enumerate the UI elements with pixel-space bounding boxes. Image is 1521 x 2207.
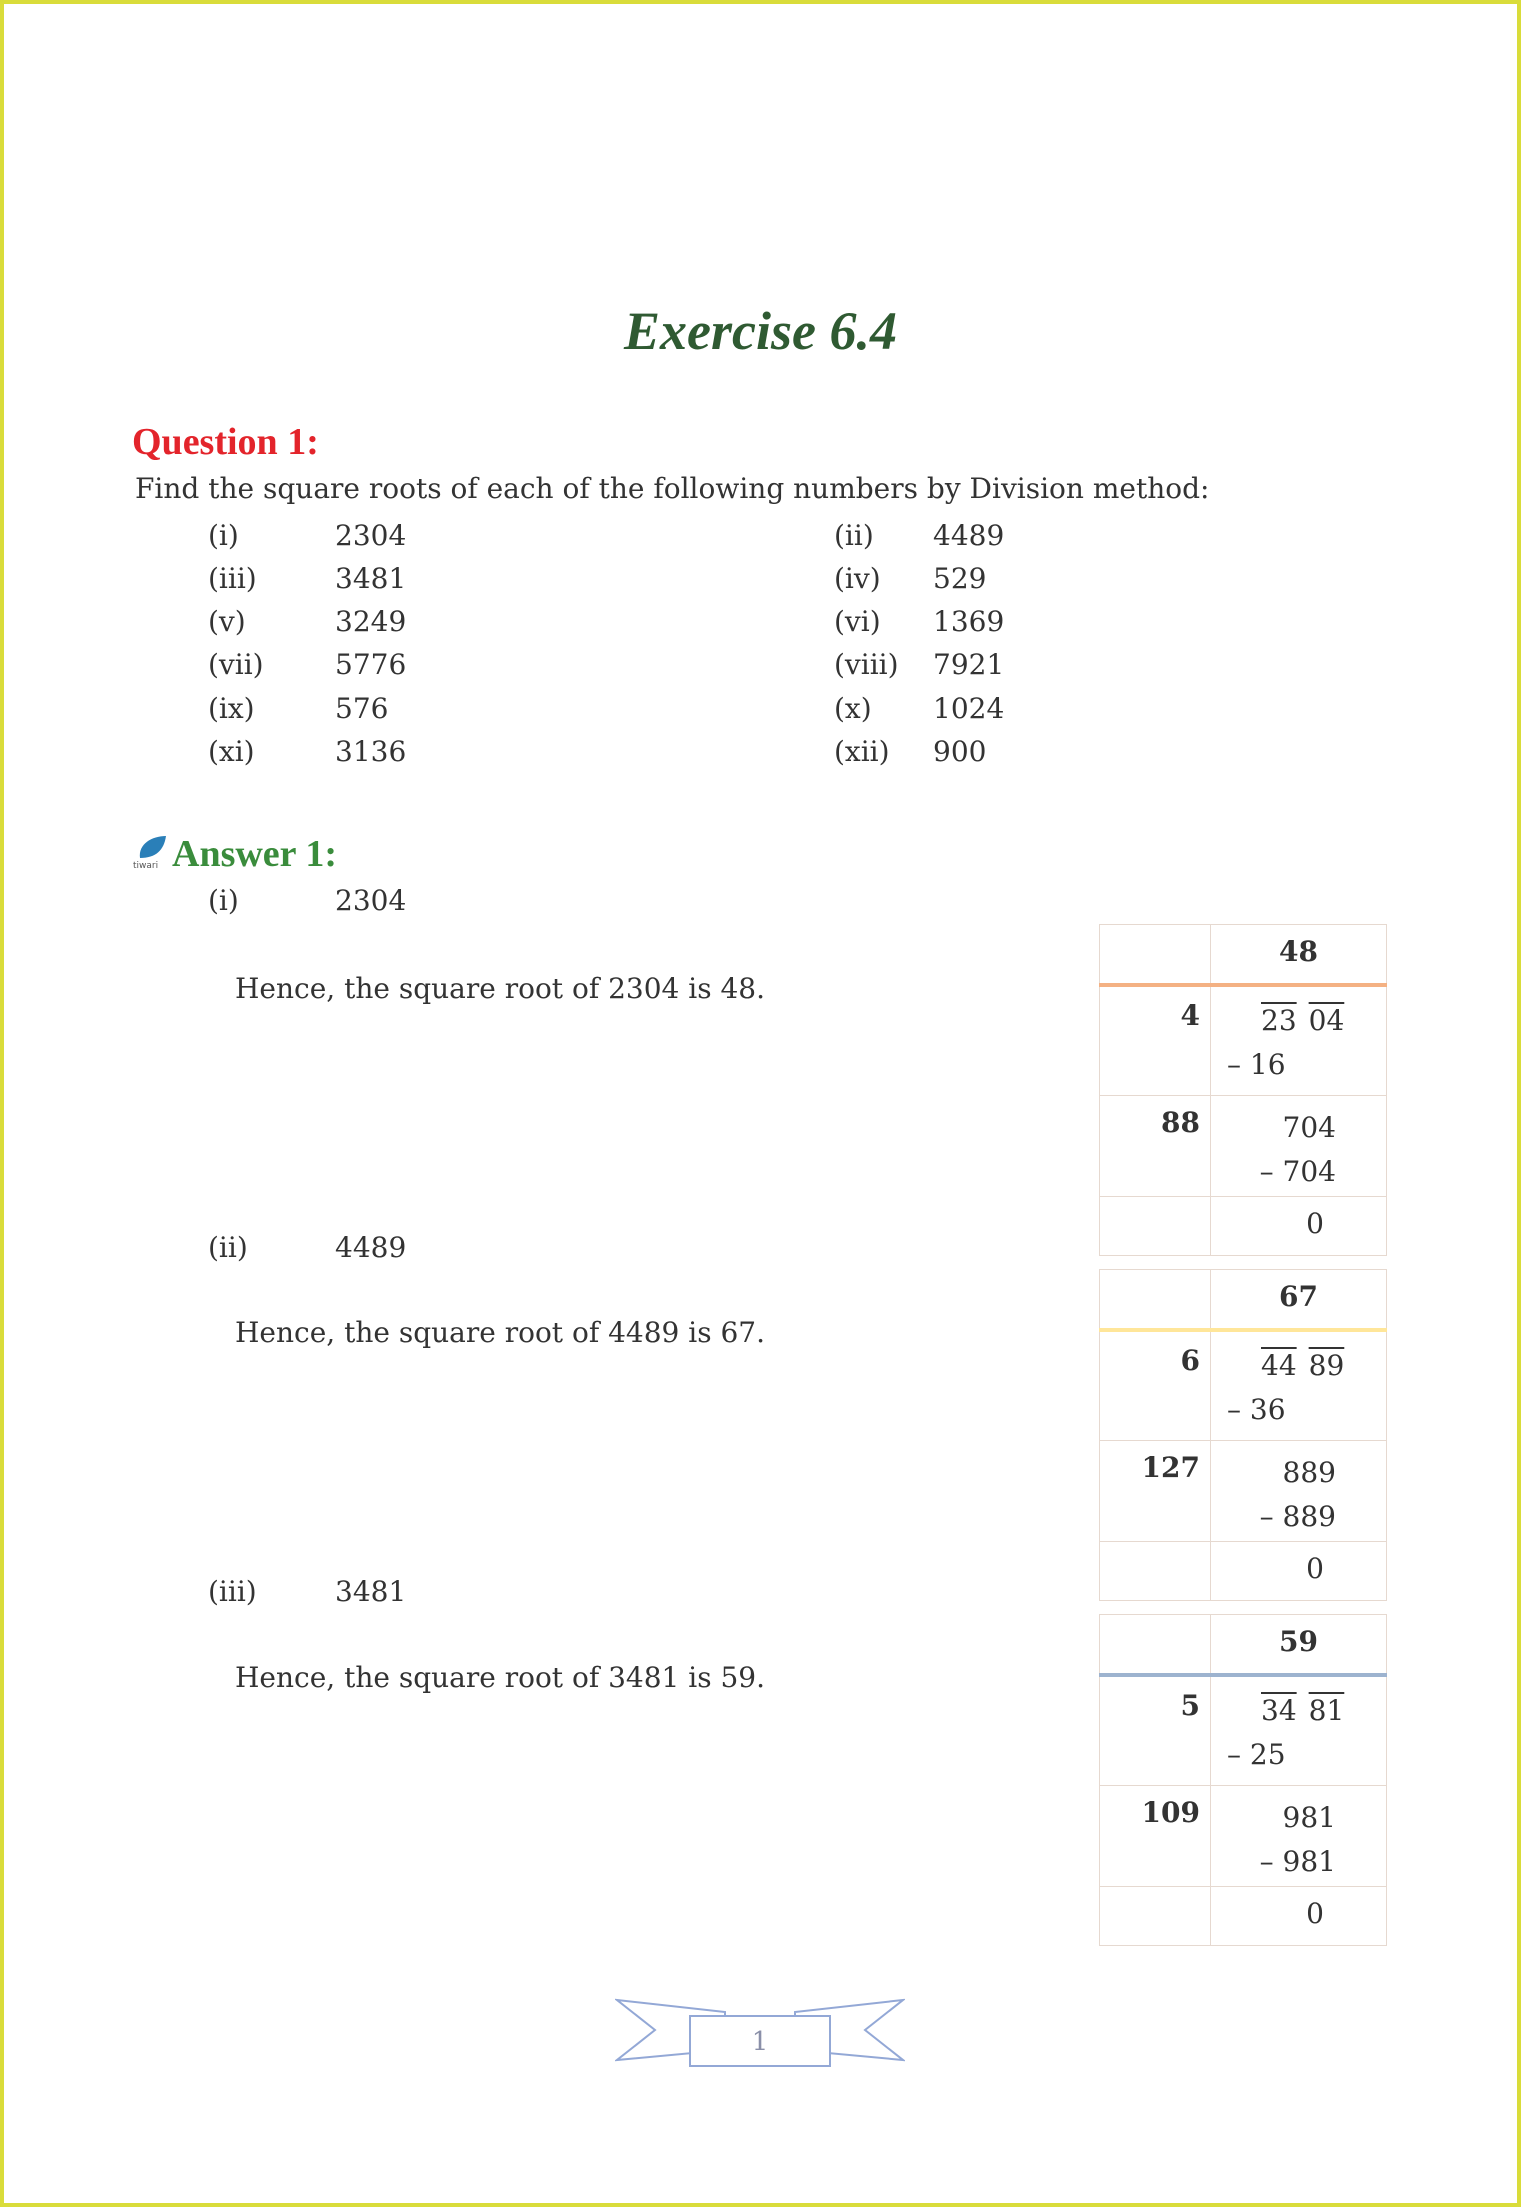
- question-item-label: (viii): [834, 648, 899, 681]
- question-item-value: 3481: [335, 562, 407, 595]
- digit-pair: 04: [1308, 1003, 1345, 1037]
- subtraction: – 704: [1259, 1155, 1336, 1188]
- question-item-value: 576: [335, 692, 389, 725]
- answer-part-label: (ii): [208, 1231, 248, 1264]
- subtraction: – 36: [1227, 1392, 1286, 1426]
- page-number-ribbon: [615, 1988, 905, 2068]
- divisor: 5: [1100, 1675, 1211, 1786]
- question-item-label: (v): [208, 605, 246, 638]
- page-number: 1: [751, 2027, 769, 2057]
- digit-pair: 89: [1308, 1348, 1345, 1382]
- divisor: 109: [1100, 1786, 1211, 1887]
- question-item-label: (iii): [208, 562, 257, 595]
- quotient: 59: [1211, 1615, 1387, 1675]
- answer-conclusion: Hence, the square root of 4489 is 67.: [235, 1316, 765, 1349]
- subtraction: – 889: [1259, 1500, 1336, 1533]
- page-title: Exercise 6.4: [624, 301, 897, 361]
- remainder: 0: [1211, 1197, 1387, 1256]
- long-division-table: [1099, 1269, 1387, 1601]
- remainder: 0: [1211, 1887, 1387, 1946]
- dividend: 981: [1282, 1801, 1336, 1834]
- long-division-table: [1099, 924, 1387, 1256]
- answer-part-value: 4489: [335, 1231, 407, 1264]
- question-item-label: (xii): [834, 735, 890, 768]
- question-item-label: (iv): [834, 562, 881, 595]
- question-item-value: 3136: [335, 735, 407, 768]
- answer-conclusion: Hence, the square root of 2304 is 48.: [235, 972, 765, 1005]
- divisor: 127: [1100, 1441, 1211, 1542]
- question-item-label: (x): [834, 692, 872, 725]
- question-item-value: 1369: [933, 605, 1005, 638]
- question-item-label: (xi): [208, 735, 255, 768]
- answer-part-label: (iii): [208, 1575, 257, 1608]
- question-item-label: (vi): [834, 605, 881, 638]
- divisor: 4: [1100, 985, 1211, 1096]
- question-item-label: (ii): [834, 519, 874, 552]
- quotient: 48: [1211, 925, 1387, 985]
- question-item-value: 2304: [335, 519, 407, 552]
- question-item-value: 5776: [335, 648, 407, 681]
- long-division-table: [1099, 1614, 1387, 1946]
- question-item-label: (ix): [208, 692, 255, 725]
- question-item-value: 529: [933, 562, 987, 595]
- question-item-value: 7921: [933, 648, 1005, 681]
- answer-part-label: (i): [208, 884, 239, 917]
- answer-heading: Answer 1:: [172, 833, 338, 875]
- divisor: 88: [1100, 1096, 1211, 1197]
- svg-text:tiwari: tiwari: [133, 861, 159, 870]
- question-prompt: Find the square roots of each of the following numbers by Division method:: [135, 472, 1210, 505]
- question-item-value: 4489: [933, 519, 1005, 552]
- digit-pair: 34: [1261, 1693, 1297, 1727]
- question-item-label: (vii): [208, 648, 264, 681]
- subtraction: – 16: [1227, 1047, 1286, 1081]
- quotient: 67: [1211, 1270, 1387, 1330]
- answer-part-value: 2304: [335, 884, 407, 917]
- tiwari-logo-icon: [132, 834, 170, 870]
- dividend: 704: [1282, 1111, 1336, 1144]
- digit-pair: 23: [1261, 1003, 1297, 1037]
- question-item-value: 1024: [933, 692, 1005, 725]
- remainder: 0: [1211, 1542, 1387, 1601]
- digit-pair: 81: [1308, 1693, 1345, 1727]
- answer-conclusion: Hence, the square root of 3481 is 59.: [235, 1661, 765, 1694]
- question-item-value: 3249: [335, 605, 407, 638]
- subtraction: – 981: [1259, 1845, 1336, 1878]
- question-heading: Question 1:: [132, 421, 319, 463]
- question-item-label: (i): [208, 519, 239, 552]
- question-item-value: 900: [933, 735, 987, 768]
- answer-part-value: 3481: [335, 1575, 407, 1608]
- dividend: 889: [1282, 1456, 1336, 1489]
- digit-pair: 44: [1261, 1348, 1297, 1382]
- subtraction: – 25: [1227, 1737, 1286, 1771]
- divisor: 6: [1100, 1330, 1211, 1441]
